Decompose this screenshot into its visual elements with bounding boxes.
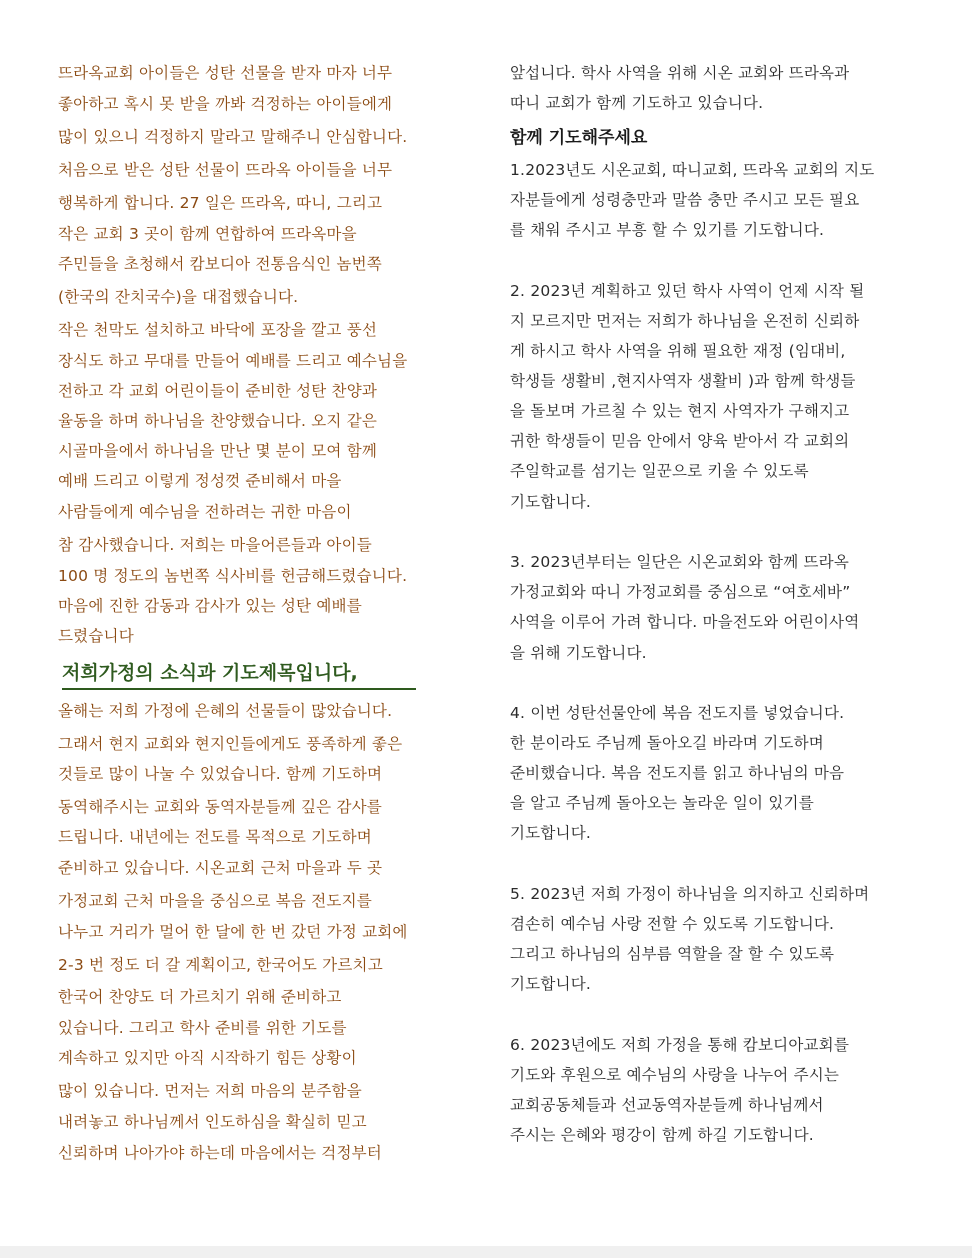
left-para-line: 율동을 하며 하나님을 찬양했습니다. 오지 같은 — [58, 412, 378, 430]
left-para-line: 많이 있으니 걱정하지 말라고 말해주니 안심합니다. — [58, 128, 408, 146]
prayer-line: 1.2023년도 시온교회, 따니교회, 뜨라옥 교회의 지도 — [510, 161, 875, 179]
left-news-line: 동역해주시는 교회와 동역자분들께 깊은 감사를 — [58, 798, 382, 816]
prayer-line: 을 돌보며 가르칠 수 있는 현지 사역자가 구해지고 — [510, 402, 850, 420]
prayer-line: 4. 이번 성탄선물안에 복음 전도지를 넣었습니다. — [510, 704, 845, 722]
left-news-line: 있습니다. 그리고 학사 준비를 위한 기도를 — [58, 1019, 347, 1037]
prayer-line: 지 모르지만 먼저는 저희가 하나님을 온전히 신뢰하 — [510, 312, 860, 330]
prayer-line: 귀한 학생들이 믿음 안에서 양육 받아서 각 교회의 — [510, 432, 850, 450]
left-para-line: 작은 교회 3 곳이 함께 연합하여 뜨라옥마을 — [58, 225, 357, 243]
left-news-line: 한국어 찬양도 더 가르치기 위해 준비하고 — [58, 988, 342, 1006]
left-news-line: 준비하고 있습니다. 시온교회 근처 마을과 두 곳 — [58, 859, 383, 877]
prayer-line: 학생들 생활비 ,현지사역자 생활비 )과 함께 학생들 — [510, 372, 856, 390]
family-news-heading: 저희가정의 소식과 기도제목입니다, — [62, 662, 358, 684]
prayer-line: 한 분이라도 주님께 돌아오길 바라며 기도하며 — [510, 734, 824, 752]
left-para-line: 좋아하고 혹시 못 받을 까봐 걱정하는 아이들에게 — [58, 95, 393, 113]
heading-underline — [62, 688, 416, 690]
left-news-line: 드립니다. 내년에는 전도를 목적으로 기도하며 — [58, 828, 372, 846]
prayer-line: 5. 2023년 저희 가정이 하나님을 의지하고 신뢰하며 — [510, 885, 870, 903]
left-para-line: 주민들을 초청해서 캄보디아 전통음식인 놈번쪽 — [58, 255, 382, 273]
prayer-line: 주일학교를 섬기는 일꾼으로 키울 수 있도록 — [510, 462, 809, 480]
prayer-line: 준비했습니다. 복음 전도지를 읽고 하나님의 마음 — [510, 764, 845, 782]
prayer-line: 를 채워 주시고 부흥 할 수 있기를 기도합니다. — [510, 221, 825, 239]
prayer-line: 2. 2023년 계획하고 있던 학사 사역이 언제 시작 될 — [510, 282, 865, 300]
left-para-line: 처음으로 받은 성탄 선물이 뜨라옥 아이들을 너무 — [58, 161, 393, 179]
left-para-line: 드렸습니다 — [58, 627, 134, 645]
prayer-line: 을 위해 기도합니다. — [510, 644, 647, 662]
right-continuation-line: 앞섭니다. 학사 사역을 위해 시온 교회와 뜨라옥과 — [510, 64, 850, 82]
left-news-line: 나누고 거리가 멀어 한 달에 한 번 갔던 가정 교회에 — [58, 923, 408, 941]
left-news-line: 내려놓고 하나님께서 인도하심을 확실히 믿고 — [58, 1113, 367, 1131]
prayer-requests-heading: 함께 기도해주세요 — [510, 128, 648, 148]
left-para-line: 뜨라옥교회 아이들은 성탄 선물을 받자 마자 너무 — [58, 64, 393, 82]
prayer-line: 교회공동체들과 선교동역자분들께 하나님께서 — [510, 1096, 824, 1114]
left-news-line: 그래서 현지 교회와 현지인들에게도 풍족하게 좋은 — [58, 735, 403, 753]
page-bottom-strip — [0, 1246, 972, 1258]
left-para-line: 참 감사했습니다. 저희는 마을어른들과 아이들 — [58, 536, 372, 554]
left-para-line: 시골마을에서 하나님을 만난 몇 분이 모여 함께 — [58, 442, 378, 460]
left-para-line: 마음에 진한 감동과 감사가 있는 성탄 예배를 — [58, 597, 362, 615]
left-para-line: 작은 천막도 설치하고 바닥에 포장을 깔고 풍선 — [58, 321, 378, 339]
left-para-line: 장식도 하고 무대를 만들어 예배를 드리고 예수님을 — [58, 352, 408, 370]
left-para-line: 예배 드리고 이렇게 정성껏 준비해서 마을 — [58, 472, 342, 490]
left-news-line: 것들로 많이 나눌 수 있었습니다. 함께 기도하며 — [58, 765, 383, 783]
left-para-line: 100 명 정도의 놈번쪽 식사비를 헌금해드렸습니다. — [58, 567, 408, 585]
left-para-line: 행복하게 합니다. 27 일은 뜨라옥, 따니, 그리고 — [58, 194, 383, 212]
prayer-line: 가정교회와 따니 가정교회를 중심으로 “여호세바” — [510, 583, 851, 601]
prayer-line: 그리고 하나님의 심부름 역할을 잘 할 수 있도록 — [510, 945, 835, 963]
left-para-line: (한국의 잔치국수)을 대접했습니다. — [58, 288, 299, 306]
right-continuation-line: 따니 교회가 함께 기도하고 있습니다. — [510, 94, 764, 112]
left-para-line: 전하고 각 교회 어린이들이 준비한 성탄 찬양과 — [58, 382, 378, 400]
prayer-line: 기도합니다. — [510, 824, 591, 842]
prayer-line: 을 알고 주님께 돌아오는 놀라운 일이 있기를 — [510, 794, 814, 812]
prayer-line: 기도합니다. — [510, 975, 591, 993]
prayer-line: 기도와 후원으로 예수님의 사랑을 나누어 주시는 — [510, 1066, 840, 1084]
left-news-line: 가정교회 근처 마을을 중심으로 복음 전도지를 — [58, 892, 372, 910]
prayer-line: 겸손히 예수님 사랑 전할 수 있도록 기도합니다. — [510, 915, 835, 933]
prayer-line: 주시는 은혜와 평강이 함께 하길 기도합니다. — [510, 1126, 814, 1144]
left-news-line: 올해는 저희 가정에 은혜의 선물들이 많았습니다. — [58, 702, 393, 720]
prayer-line: 자분들에게 성령충만과 말씀 충만 주시고 모든 필요 — [510, 191, 860, 209]
prayer-line: 사역을 이루어 가려 합니다. 마을전도와 어린이사역 — [510, 613, 860, 631]
prayer-line: 6. 2023년에도 저희 가정을 통해 캄보디아교회를 — [510, 1036, 850, 1054]
left-news-line: 신뢰하며 나아가야 하는데 마음에서는 걱정부터 — [58, 1144, 382, 1162]
prayer-line: 기도합니다. — [510, 493, 591, 511]
left-para-line: 사람들에게 예수님을 전하려는 귀한 마음이 — [58, 503, 352, 521]
prayer-line: 게 하시고 학사 사역을 위해 필요한 재정 (임대비, — [510, 342, 846, 360]
left-news-line: 계속하고 있지만 아직 시작하기 힘든 상황이 — [58, 1049, 357, 1067]
prayer-line: 3. 2023년부터는 일단은 시온교회와 함께 뜨라옥 — [510, 553, 850, 571]
left-news-line: 많이 있습니다. 먼저는 저희 마음의 분주함을 — [58, 1082, 362, 1100]
left-news-line: 2-3 번 정도 더 갈 계획이고, 한국어도 가르치고 — [58, 956, 383, 974]
